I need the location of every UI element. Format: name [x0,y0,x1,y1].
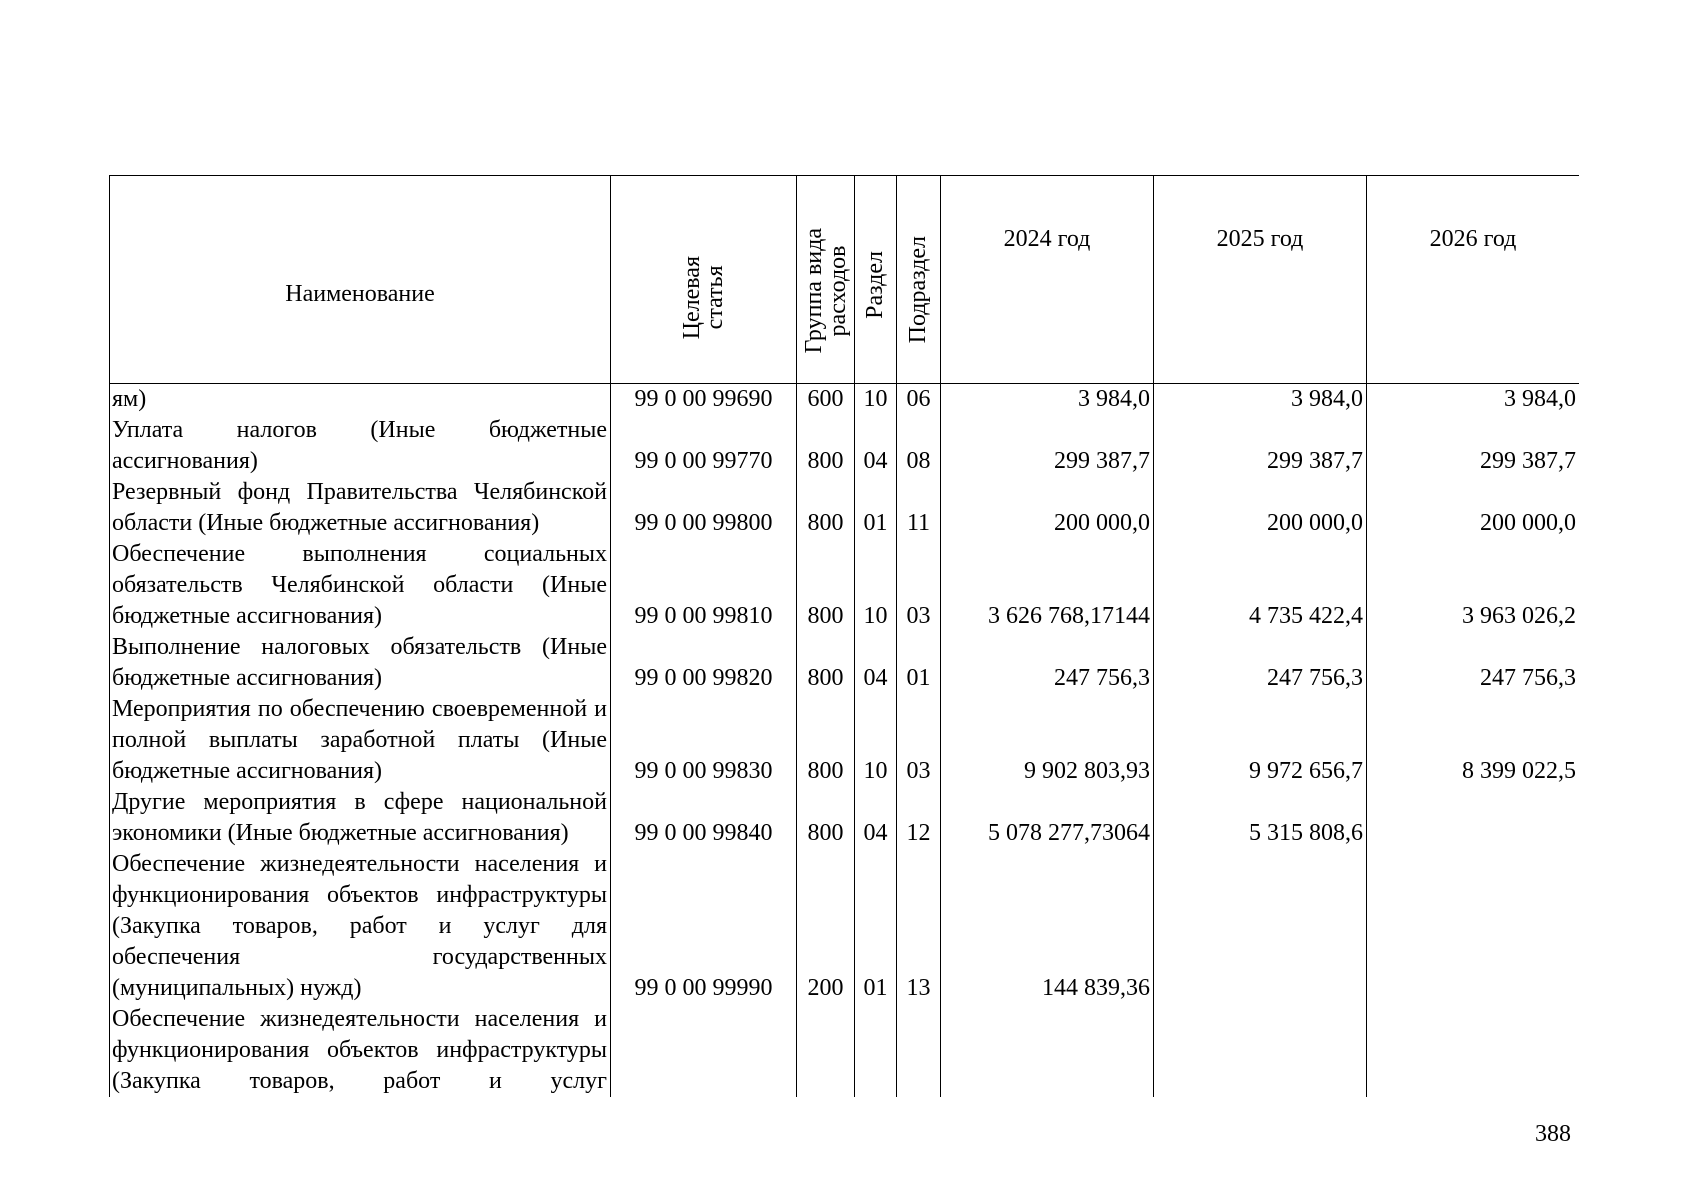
row-subsection: 03 [897,539,941,632]
row-amount-2024: 299 387,7 [941,415,1154,477]
row-section: 04 [855,632,897,694]
header-expense-group-label: Группа вида расходов [800,227,851,353]
row-name: Мероприятия по обеспечению своевременной и полной выплаты заработной платы (Иные бюджетные ассигнования) [110,694,611,787]
header-year-2024: 2024 год [941,176,1154,384]
row-amount-2026: 3 963 026,2 [1367,539,1580,632]
table-row [110,694,1580,787]
row-amount-2024: 3 984,0 [941,384,1154,416]
table-row [110,539,1580,632]
row-amount-2025: 299 387,7 [1154,415,1367,477]
row-subsection: 11 [897,477,941,539]
row-target-article [611,1004,797,1097]
row-amount-2025: 200 000,0 [1154,477,1367,539]
row-name: Обеспечение жизнедеятельности населения и функционирования объектов инфраструктуры (Закупка товаров, работ и услуг [110,1004,611,1097]
row-expense-group [797,1004,855,1097]
row-amount-2026: 299 387,7 [1367,415,1580,477]
row-target-article: 99 0 00 99770 [611,415,797,477]
row-target-article: 99 0 00 99990 [611,849,797,1004]
row-section [855,1004,897,1097]
row-subsection: 01 [897,632,941,694]
table-row [110,1004,1580,1097]
row-amount-2025 [1154,1004,1367,1097]
row-expense-group: 600 [797,384,855,416]
budget-table [109,175,1579,1097]
row-amount-2026 [1367,849,1580,1004]
header-subsection [897,176,941,384]
row-subsection [897,1004,941,1097]
row-expense-group: 800 [797,632,855,694]
header-section-label: Раздел [862,251,888,319]
row-name: Обеспечение выполнения социальных обязательств Челябинской области (Иные бюджетные ассигнования) [110,539,611,632]
row-amount-2026 [1367,787,1580,849]
row-target-article: 99 0 00 99830 [611,694,797,787]
row-amount-2025 [1154,849,1367,1004]
row-name: Резервный фонд Правительства Челябинской области (Иные бюджетные ассигнования) [110,477,611,539]
row-section: 01 [855,477,897,539]
row-amount-2026: 8 399 022,5 [1367,694,1580,787]
row-section: 10 [855,539,897,632]
header-year-2025: 2025 год [1154,176,1367,384]
row-amount-2025: 247 756,3 [1154,632,1367,694]
table-row [110,477,1580,539]
row-amount-2025: 3 984,0 [1154,384,1367,416]
row-expense-group: 800 [797,477,855,539]
row-amount-2024: 144 839,36 [941,849,1154,1004]
table-row [110,632,1580,694]
row-amount-2024: 9 902 803,93 [941,694,1154,787]
row-subsection: 08 [897,415,941,477]
row-name: Другие мероприятия в сфере национальной экономики (Иные бюджетные ассигнования) [110,787,611,849]
header-target-article-label: Целевая статья [678,255,728,339]
row-amount-2024: 3 626 768,17144 [941,539,1154,632]
row-section: 04 [855,415,897,477]
row-amount-2026 [1367,1004,1580,1097]
row-name: Обеспечение жизнедеятельности населения и функционирования объектов инфраструктуры (Закупка товаров, работ и услуг для обеспечения государственных (муниципальных) нужд) [110,849,611,1004]
header-section [855,176,897,384]
row-amount-2024: 5 078 277,73064 [941,787,1154,849]
row-expense-group: 200 [797,849,855,1004]
row-section: 01 [855,849,897,1004]
row-amount-2026: 3 984,0 [1367,384,1580,416]
row-expense-group: 800 [797,787,855,849]
header-year-2026: 2026 год [1367,176,1580,384]
row-expense-group: 800 [797,694,855,787]
header-expense-group [797,176,855,384]
row-name: Уплата налогов (Иные бюджетные ассигнования) [110,415,611,477]
row-subsection: 06 [897,384,941,416]
row-target-article: 99 0 00 99840 [611,787,797,849]
row-amount-2025: 5 315 808,6 [1154,787,1367,849]
header-target-article [611,176,797,384]
row-name: ям) [110,384,611,416]
row-target-article: 99 0 00 99800 [611,477,797,539]
table-row [110,787,1580,849]
row-target-article: 99 0 00 99690 [611,384,797,416]
row-amount-2024: 247 756,3 [941,632,1154,694]
row-expense-group: 800 [797,539,855,632]
table-header-row [110,176,1580,384]
row-section: 10 [855,694,897,787]
row-subsection: 13 [897,849,941,1004]
row-amount-2026: 247 756,3 [1367,632,1580,694]
row-expense-group: 800 [797,415,855,477]
row-section: 04 [855,787,897,849]
row-subsection: 12 [897,787,941,849]
header-subsection-label: Подраздел [905,235,931,343]
row-target-article: 99 0 00 99820 [611,632,797,694]
table-row [110,849,1580,1004]
page-number: 388 [1535,1121,1571,1147]
table-row [110,415,1580,477]
row-amount-2024 [941,1004,1154,1097]
row-amount-2025: 9 972 656,7 [1154,694,1367,787]
row-amount-2024: 200 000,0 [941,477,1154,539]
row-subsection: 03 [897,694,941,787]
row-amount-2026: 200 000,0 [1367,477,1580,539]
row-amount-2025: 4 735 422,4 [1154,539,1367,632]
budget-table-container [109,175,1579,1100]
row-target-article: 99 0 00 99810 [611,539,797,632]
table-row [110,384,1580,416]
row-name: Выполнение налоговых обязательств (Иные бюджетные ассигнования) [110,632,611,694]
row-section: 10 [855,384,897,416]
header-name: Наименование [110,176,611,384]
